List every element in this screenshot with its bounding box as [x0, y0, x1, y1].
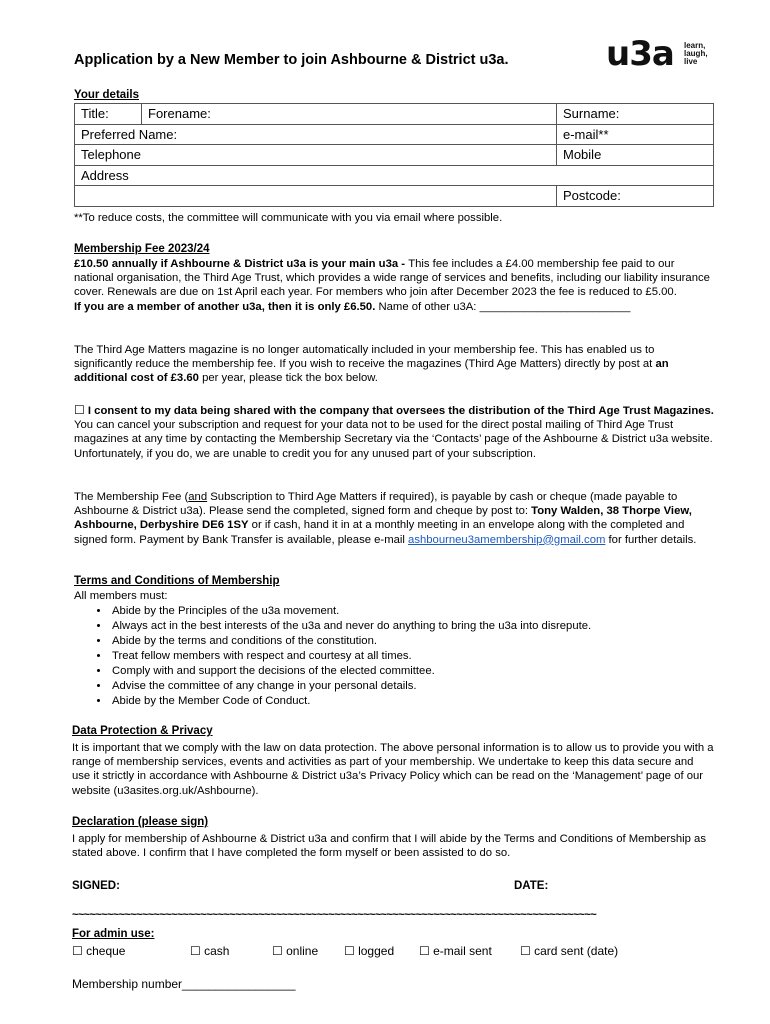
page-title: Application by a New Member to join Ashbourne & District u3a.	[74, 52, 509, 68]
signed-label: SIGNED:	[72, 880, 120, 892]
fee-paragraph: £10.50 annually if Ashbourne & District u3a is your main u3a - This fee includes a £4.00 membership fee paid to our national organisation, the Third Age Trust, which provides a wide range of services and benefits, including our liability insurance cover. Renewals are due on 1st April each year. For members who join after December 2023 the fee is reduced to £5.00. If you are a member of another u3a, then it is only £6.50. Name of other u3A: ________________________	[74, 258, 710, 313]
terms-list	[92, 604, 591, 709]
cash-checkbox[interactable]: ☐ cash	[190, 944, 230, 958]
card-sent-checkbox[interactable]: ☐ card sent (date)	[520, 944, 619, 958]
list-item: • Abide by the Principles of the u3a movement.	[110, 604, 591, 619]
mobile-field[interactable]: Mobile	[557, 145, 714, 166]
list-item: • Comply with and support the decisions of the elected committee.	[110, 664, 591, 679]
telephone-field[interactable]: Telephone	[75, 145, 557, 166]
list-item: • Treat fellow members with respect and courtesy at all times.	[110, 649, 591, 664]
payment-paragraph: The Membership Fee (and Subscription to Third Age Matters if required), is payable by cash or cheque (made payable to Ashbourne & District u3a). Please send the completed, signed form and cheque by post to: Tony Walden, 38 Thorpe View, Ashbourne, Derbyshire DE6 1SY or if cash, hand it in at a monthly meeting in an envelope along with the completed and signed form. Payment by Bank Transfer is available, please e-mail ashbourneu3amembership@gmail.com for further details.	[74, 491, 697, 546]
logo-mark: u3a	[606, 34, 674, 74]
consent-checkbox[interactable]: ☐	[74, 403, 85, 417]
preferred-name-field[interactable]: Preferred Name:	[75, 124, 557, 145]
title-field[interactable]: Title:	[75, 104, 142, 125]
surname-field[interactable]: Surname:	[557, 104, 714, 125]
list-item: • Advise the committee of any change in your personal details.	[110, 679, 591, 694]
logged-checkbox[interactable]: ☐ logged	[344, 944, 395, 958]
details-table	[74, 103, 714, 207]
u3a-logo	[606, 34, 716, 76]
membership-number-field[interactable]: Membership number_________________	[72, 977, 296, 991]
forename-field[interactable]: Forename:	[142, 104, 557, 125]
list-item: • Abide by the terms and conditions of the constitution.	[110, 634, 591, 649]
declaration-paragraph: I apply for membership of Ashbourne & District u3a and confirm that I will abide by the Terms and Conditions of Membership as stated above. I confirm that I have completed the form myself or been assisted to do so.	[72, 833, 706, 860]
list-item: • Abide by the Member Code of Conduct.	[110, 694, 591, 709]
cheque-checkbox[interactable]: ☐ cheque	[72, 944, 126, 958]
your-details-heading: Your details	[74, 89, 139, 101]
privacy-paragraph: It is important that we comply with the law on data protection. The above personal information is to allow us to provide you with a range of membership services, events and activities as part of your membership. We undertake to keep this data secure and use it strictly in accordance with Ashbourne & District u3a’s Privacy Policy which can be read on the ‘Management’ page of our website (u3asites.org.uk/Ashbourne).	[72, 742, 714, 797]
postcode-field[interactable]: Postcode:	[557, 186, 714, 207]
email-sent-checkbox[interactable]: ☐ e-mail sent	[419, 944, 492, 958]
admin-heading: For admin use:	[72, 928, 155, 940]
magazine-paragraph: The Third Age Matters magazine is no longer automatically included in your membership fee. This has enabled us to significantly reduce the membership fee. If you wish to receive the magazines (Third Age Matters) directly by post at an additional cost of £3.60 per year, please tick the box below.	[74, 344, 669, 385]
terms-heading: Terms and Conditions of Membership	[74, 575, 280, 587]
date-label: DATE:	[514, 880, 549, 892]
divider: ~~~~~~~~~~~~~~~~~~~~~~~~~~~~~~~~~~~~~~~~~~~~~~~~~~~~~~~~~~~~~~~~~~~~~~~~~~~~~~~~~~~~~~~~~~	[72, 909, 597, 921]
fee-heading: Membership Fee 2023/24	[74, 243, 210, 255]
consent-paragraph: ☐ I consent to my data being shared with the company that oversees the distribution of the Third Age Trust Magazines. You can cancel your subscription and request for your data not to be used for the direct postal mailing of Third Age Trust magazines at any time by contacting the Membership Secretary via the ‘Contacts’ page of the Ashbourne & District u3a website. Unfortunately, if you do, we are unable to credit you for any unused part of your subscription.	[74, 403, 714, 460]
address-field[interactable]: Address	[75, 165, 714, 186]
logo-tagline: learn, laugh, live	[684, 41, 708, 66]
email-note: **To reduce costs, the committee will communicate with you via email where possible.	[74, 212, 503, 224]
terms-intro: All members must:	[74, 590, 168, 602]
membership-email-link[interactable]: ashbourneu3amembership@gmail.com	[408, 533, 606, 546]
list-item: • Always act in the best interests of the u3a and never do anything to bring the u3a into disrepute.	[110, 619, 591, 634]
declaration-heading: Declaration (please sign)	[72, 816, 209, 828]
email-field[interactable]: e-mail**	[557, 124, 714, 145]
privacy-heading: Data Protection & Privacy	[72, 725, 213, 737]
address-line-2[interactable]	[75, 186, 557, 207]
online-checkbox[interactable]: ☐ online	[272, 944, 319, 958]
